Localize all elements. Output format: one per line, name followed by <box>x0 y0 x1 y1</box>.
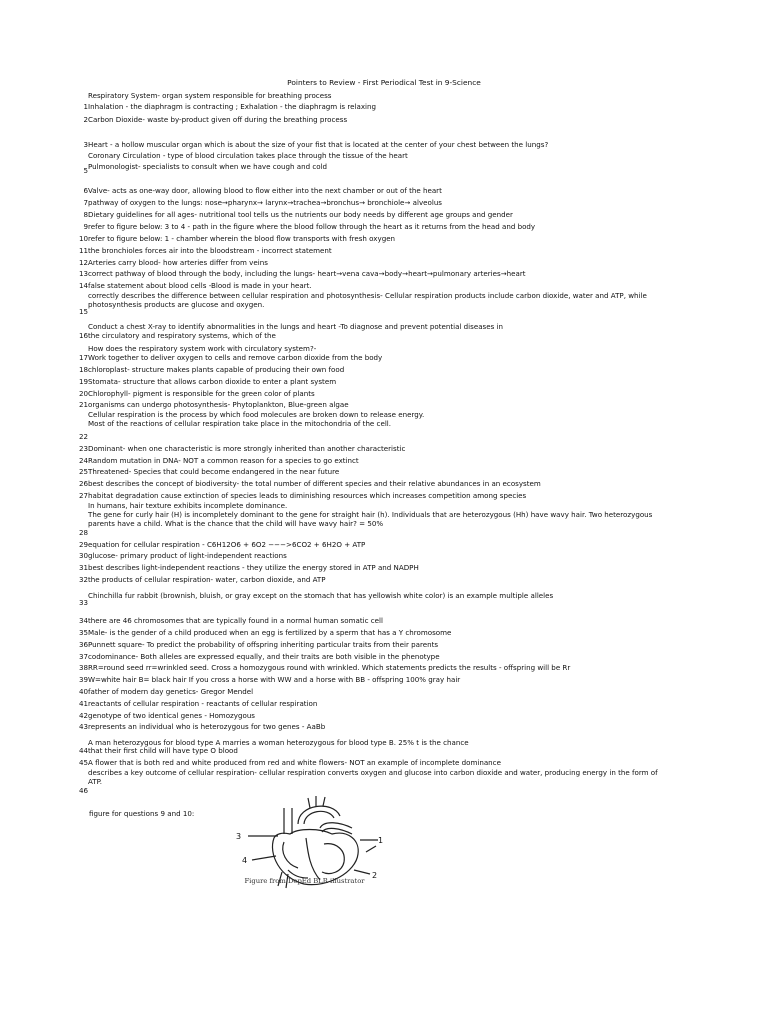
item-number: 15 <box>78 307 88 316</box>
item-text: represents an individual who is heterozygous for two genes - AaBb <box>88 722 326 731</box>
item-number: 29 <box>78 540 88 549</box>
item-number: 30 <box>78 551 88 560</box>
item-text: How does the respiratory system work with circulatory system?- <box>88 344 317 353</box>
item-text: codominance- Both alleles are expressed equally, and their traits are both visible in the phenotype <box>88 652 440 661</box>
item-number: 18 <box>78 365 88 374</box>
item-text: habitat degradation cause extinction of species leads to diminishing resources which increases competition among species <box>88 491 527 500</box>
item-text: RR=round seed rr=wrinkled seed. Cross a homozygous round with wrinkled. Which statements predicts the results - offspring will be Rr <box>88 663 571 672</box>
item-text: organisms can undergo photosynthesis- Phytoplankton, Blue-green algae <box>88 400 349 409</box>
item-text: Most of the reactions of cellular respiration take place in the mitochondria of the cell. <box>88 419 392 428</box>
item-number: 42 <box>78 711 88 720</box>
item-text: Work together to deliver oxygen to cells and remove carbon dioxide from the body <box>88 353 383 362</box>
marker-1: 1 <box>378 836 384 845</box>
item-number: 1 <box>83 102 88 111</box>
item-text: The gene for curly hair (H) is incompletely dominant to the gene for straight hair (h). Individuals that are heterozygous (Hh) have wavy hair. Two heterozygous <box>88 510 653 519</box>
item-text: equation for cellular respiration - C6H12O6 + 6O2 −−−>6CO2 + 6H2O + ATP <box>88 540 366 549</box>
item-text: Arteries carry blood- how arteries differ from veins <box>88 258 268 267</box>
item-text: father of modern day genetics- Gregor Mendel <box>88 687 254 696</box>
item-number: 5 <box>83 166 88 175</box>
item-text: the circulatory and respiratory systems, which of the <box>88 331 276 340</box>
item-text: A flower that is both red and white produced from red and white flowers- NOT an example of incomplete dominance <box>88 758 501 767</box>
item-text: Pulmonologist- specialists to consult when we have cough and cold <box>88 162 328 171</box>
item-text: Coronary Circulation - type of blood circulation takes place through the tissue of the heart <box>88 151 408 160</box>
item-number: 11 <box>78 246 88 255</box>
item-text: best describes light-independent reactions - they utilize the energy stored in ATP and NADPH <box>88 563 419 572</box>
item-text: Inhalation - the diaphragm is contracting ; Exhalation - the diaphragm is relaxing <box>88 102 376 111</box>
item-text: Carbon Dioxide- waste by-product given off during the breathing process <box>88 115 348 124</box>
item-number: 12 <box>78 258 88 267</box>
item-text: the bronchioles forces air into the bloodstream - incorrect statement <box>88 246 332 255</box>
item-number: 3 <box>83 140 88 149</box>
item-text: refer to figure below: 3 to 4 - path in the figure where the blood follow through the heart as it returns from the head and body <box>88 222 536 231</box>
item-text: Valve- acts as one-way door, allowing blood to flow either into the next chamber or out of the heart <box>88 186 442 195</box>
item-number: 20 <box>78 389 88 398</box>
item-number: 27 <box>78 491 88 500</box>
item-number: 7 <box>83 198 88 207</box>
item-number: 35 <box>78 628 88 637</box>
item-number: 36 <box>78 640 88 649</box>
item-number: 13 <box>78 269 88 278</box>
item-number: 24 <box>78 456 88 465</box>
item-number: 2 <box>83 115 88 124</box>
item-number: 19 <box>78 377 88 386</box>
item-text: glucose- primary product of light-independent reactions <box>88 551 287 560</box>
item-number: 9 <box>83 222 88 231</box>
item-number: 8 <box>83 210 88 219</box>
item-text: that their first child will have type O blood <box>88 746 238 755</box>
item-text: describes a key outcome of cellular respiration- cellular respiration converts oxygen and glucose into carbon dioxide and water, producing energy in the form of <box>88 768 658 777</box>
item-text: false statement about blood cells -Blood is made in your heart. <box>88 281 312 290</box>
item-text: Chinchilla fur rabbit (brownish, bluish, or gray except on the stomach that has yellowish white color) is an example multiple alleles <box>88 591 554 600</box>
item-text: Stomata- structure that allows carbon dioxide to enter a plant system <box>88 377 337 386</box>
item-number: 22 <box>78 432 88 441</box>
figure-label: figure for questions 9 and 10: <box>89 809 195 818</box>
item-text: chloroplast- structure makes plants capable of producing their own food <box>88 365 345 374</box>
item-text: Conduct a chest X-ray to identify abnormalities in the lungs and heart -To diagnose and prevent potential diseases in <box>88 322 504 331</box>
item-text: Male- is the gender of a child produced when an egg is fertilized by a sperm that has a Y chromosome <box>88 628 452 637</box>
item-number: 38 <box>78 663 88 672</box>
item-text: best describes the concept of biodiversity- the total number of different species and their relative abundances in an ecosystem <box>88 479 541 488</box>
item-text: Dominant- when one characteristic is more strongly inherited than another characteristic <box>88 444 406 453</box>
item-text: pathway of oxygen to the lungs: nose→pharynx→ larynx→trachea→bronchus→ bronchiole→ alveolus <box>88 198 443 207</box>
heart-diagram <box>228 794 388 890</box>
item-text: correctly describes the difference between cellular respiration and photosynthesis- Cellular respiration products include carbon dioxide, water and ATP, while <box>88 291 647 300</box>
item-text: Dietary guidelines for all ages- nutritional tool tells us the nutrients our body needs by different age groups and gender <box>88 210 513 219</box>
item-text: Random mutation in DNA- NOT a common reason for a species to go extinct <box>88 456 359 465</box>
item-number: 28 <box>78 528 88 537</box>
page-title: Pointers to Review - First Periodical Test in 9-Science <box>287 78 481 87</box>
item-text: genotype of two identical genes - Homozygous <box>88 711 256 720</box>
item-text: A man heterozygous for blood type A marries a woman heterozygous for blood type B. 25% t is the chance <box>88 738 469 747</box>
item-number: 16 <box>78 331 88 340</box>
item-text: the products of cellular respiration- water, carbon dioxide, and ATP <box>88 575 326 584</box>
item-number: 37 <box>78 652 88 661</box>
item-text: parents have a child. What is the chance that the child will have wavy hair? = 50% <box>88 519 384 528</box>
item-text: Punnett square- To predict the probability of offspring inheriting particular traits from their parents <box>88 640 439 649</box>
item-number: 26 <box>78 479 88 488</box>
item-number: 40 <box>78 687 88 696</box>
item-text: Threatened- Species that could become endangered in the near future <box>88 467 340 476</box>
item-text: In humans, hair texture exhibits incomplete dominance. <box>88 501 288 510</box>
marker-2: 2 <box>372 871 378 880</box>
item-text: correct pathway of blood through the body, including the lungs- heart→vena cava→body→heart→pulmonary arteries→heart <box>88 269 526 278</box>
item-number: 31 <box>78 563 88 572</box>
item-number: 43 <box>78 722 88 731</box>
item-text: ATP. <box>88 777 103 786</box>
item-number: 14 <box>78 281 88 290</box>
item-number: 10 <box>78 234 88 243</box>
marker-4: 4 <box>242 856 248 865</box>
item-number: 32 <box>78 575 88 584</box>
item-text: Chlorophyll- pigment is responsible for the green color of plants <box>88 389 315 398</box>
item-text: Respiratory System- organ system responsible for breathing process <box>88 91 332 100</box>
marker-3: 3 <box>236 832 242 841</box>
item-number: 44 <box>78 746 88 755</box>
item-number: 34 <box>78 616 88 625</box>
item-text: reactants of cellular respiration - reactants of cellular respiration <box>88 699 318 708</box>
item-text: Cellular respiration is the process by which food molecules are broken down to release energy. <box>88 410 425 419</box>
item-number: 23 <box>78 444 88 453</box>
item-text: photosynthesis products are glucose and oxygen. <box>88 300 265 309</box>
figure-caption: Figure from DepEd BLR illustrator <box>244 877 365 885</box>
item-text: Heart - a hollow muscular organ which is about the size of your fist that is located at the center of your chest between the lungs? <box>88 140 549 149</box>
item-number: 46 <box>78 786 88 795</box>
item-text: W=white hair B= black hair If you cross a horse with WW and a horse with BB - offspring 100% gray hair <box>88 675 461 684</box>
item-number: 17 <box>78 353 88 362</box>
item-number: 25 <box>78 467 88 476</box>
item-text: there are 46 chromosomes that are typically found in a normal human somatic cell <box>88 616 383 625</box>
item-number: 39 <box>78 675 88 684</box>
item-number: 45 <box>78 758 88 767</box>
item-number: 41 <box>78 699 88 708</box>
item-number: 33 <box>78 598 88 607</box>
item-number: 6 <box>83 186 88 195</box>
item-text: refer to figure below: 1 - chamber wherein the blood flow transports with fresh oxygen <box>88 234 396 243</box>
item-number: 21 <box>78 400 88 409</box>
